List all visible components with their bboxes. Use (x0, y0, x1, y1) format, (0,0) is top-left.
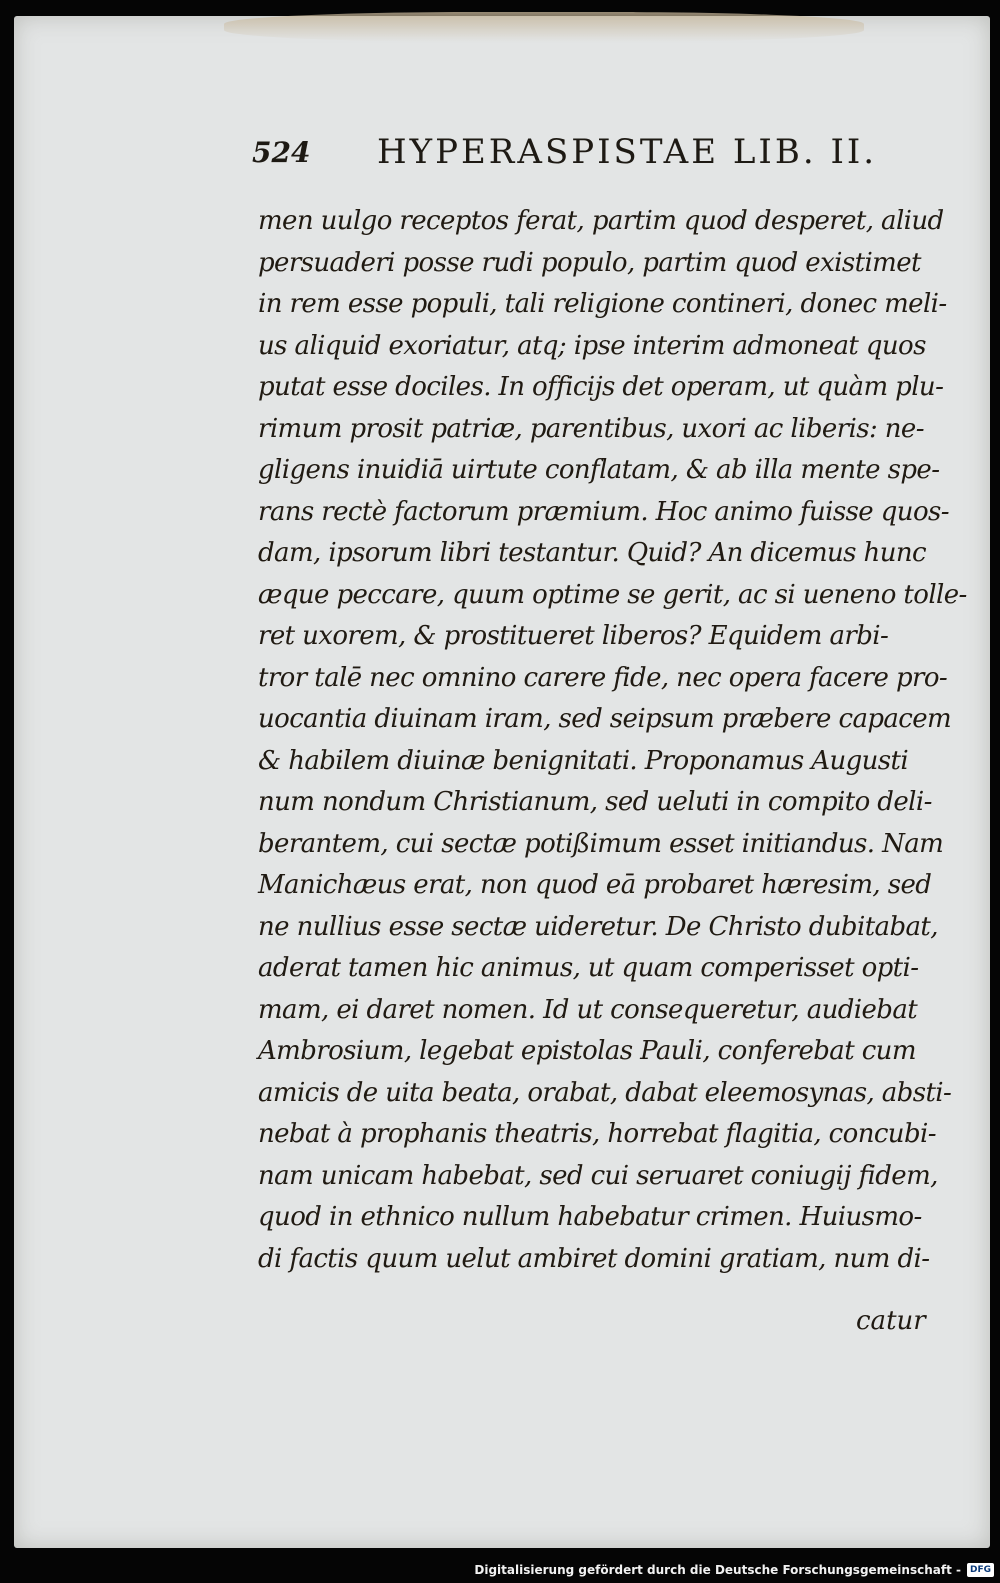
text-line: us aliquid exoriatur, atq; ipse interim admoneat quos (258, 330, 926, 361)
text-line: ret uxorem, & prostitueret liberos? Equidem arbi- (258, 621, 889, 651)
text-line: nam unicam habebat, sed cui seruaret coniugij fidem, (258, 1160, 938, 1191)
text-line: mam, ei daret nomen. Id ut consequeretur, audiebat (258, 994, 918, 1025)
text-line: num nondum Christianum, sed ueluti in compito deli- (258, 787, 932, 817)
running-head: HYPERASPISTAE LIB. II. (377, 132, 878, 172)
page-number: 524 (252, 136, 311, 169)
text-line: aderat tamen hic animus, ut quam comperisset opti- (258, 953, 919, 983)
text-line: amicis de uita beata, orabat, dabat eleemosynas, absti- (258, 1077, 952, 1108)
text-line: rans rectè factorum præmium. Hoc animo fuisse quos- (258, 496, 949, 527)
text-line: & habilem diuinæ benignitati. Proponamus Augusti (258, 745, 909, 776)
text-line: Manichæus erat, non quod eā probaret hæresim, sed (258, 870, 932, 900)
text-line: men uulgo receptos ferat, partim quod desperet, aliud (258, 206, 944, 236)
text-line: ne nullius esse sectæ uideretur. De Christo dubitabat, (258, 911, 938, 942)
text-line: di factis quum uelut ambiret domini gratiam, num di- (258, 1243, 930, 1274)
book-page (14, 16, 990, 1548)
text-line: gligens inuidiā uirtute conflatam, & ab illa mente spe- (258, 455, 940, 485)
text-line: nebat à prophanis theatris, horrebat flagitia, concubi- (258, 1119, 936, 1149)
dfg-logo: DFG (967, 1563, 994, 1577)
text-line: quod in ethnico nullum habebatur crimen. Huiusmo- (258, 1202, 922, 1232)
page-header (252, 130, 902, 180)
text-line: putat esse dociles. In officijs det operam, ut quàm plu- (258, 372, 944, 402)
text-line: æque peccare, quum optime se gerit, ac si ueneno tolle- (258, 579, 967, 610)
catchword: catur (856, 1306, 926, 1336)
digitization-footer (474, 1557, 1000, 1583)
body-text (258, 201, 967, 1280)
text-line: tror talē nec omnino carere fide, nec opera facere pro- (258, 662, 948, 693)
text-line: rimum prosit patriæ, parentibus, uxori ac liberis: ne- (258, 413, 924, 444)
text-line: persuaderi posse rudi populo, partim quod existimet (258, 247, 921, 278)
text-line: Ambrosium, legebat epistolas Pauli, conferebat cum (258, 1036, 916, 1066)
text-line: in rem esse populi, tali religione contineri, donec meli- (258, 289, 947, 319)
text-line: uocantia diuinam iram, sed seipsum præbere capacem (258, 704, 952, 734)
funding-credit: Digitalisierung gefördert durch die Deutsche Forschungsgemeinschaft - (474, 1563, 961, 1577)
text-line: dam, ipsorum libri testantur. Quid? An dicemus hunc (258, 538, 926, 568)
text-line: berantem, cui sectæ potißimum esset initiandus. Nam (258, 828, 944, 859)
